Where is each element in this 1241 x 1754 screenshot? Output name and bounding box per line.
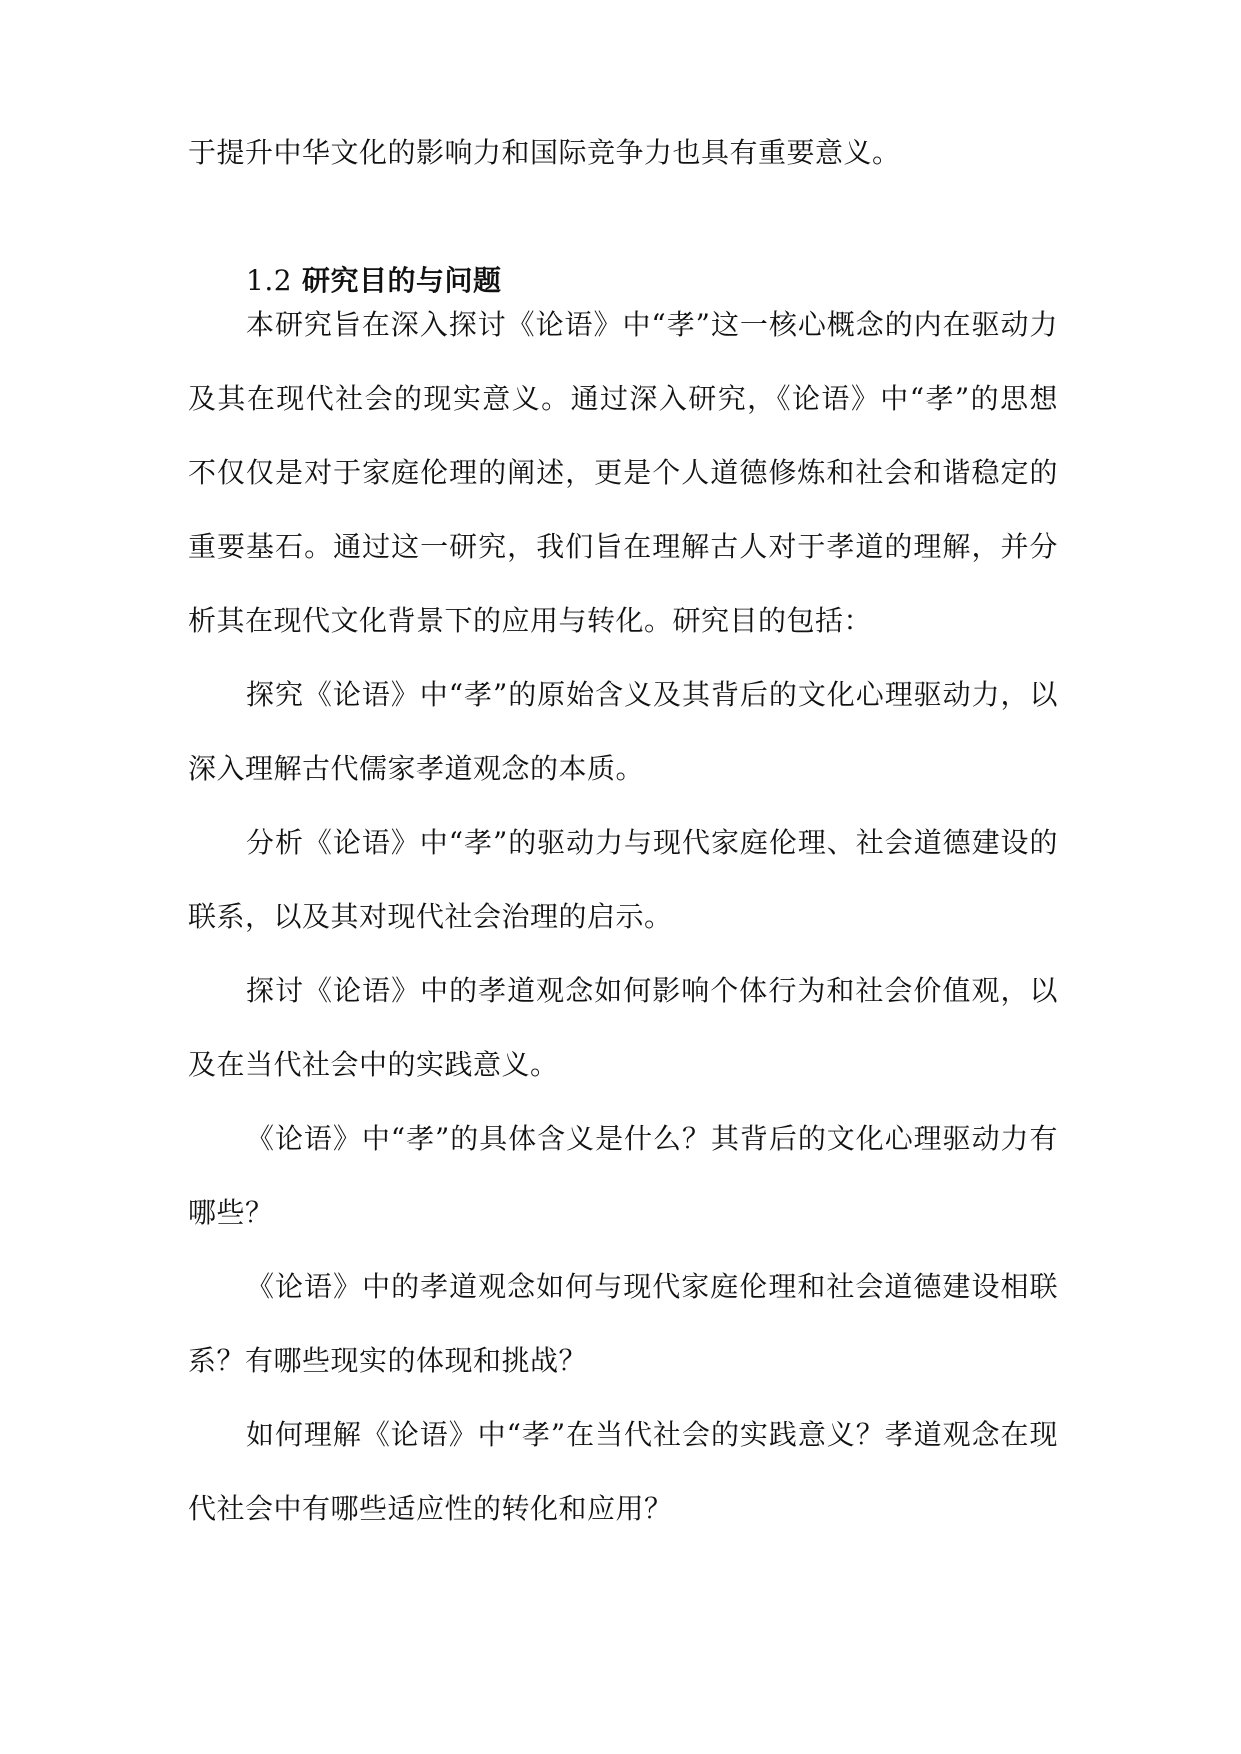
paragraph-intro: 本研究旨在深入探讨《论语》中“孝”这一核心概念的内在驱动力及其在现代社会的现实意义。通过深入研究，《论语》中“孝”的思想不仅仅是对于家庭伦理的阐述，更是个人道德修炼和社会和谐稳定的重要基石。通过这一研究，我们旨在理解古人对于孝道的理解，并分析其在现代文化背景下的应用与转化。研究目的包括： (188, 308, 1058, 637)
section-title: 研究目的与问题 (302, 264, 502, 297)
paragraph-question-1: 《论语》中“孝”的具体含义是什么？其背后的文化心理驱动力有哪些？ (188, 1122, 1058, 1229)
paragraph-question-3: 如何理解《论语》中“孝”在当代社会的实践意义？孝道观念在现代社会中有哪些适应性的转化和应用？ (188, 1418, 1058, 1525)
section-number: 1.2 (246, 264, 293, 297)
paragraph-continuation: 于提升中华文化的影响力和国际竞争力也具有重要意义。 (188, 136, 901, 169)
paragraph-objective-3: 探讨《论语》中的孝道观念如何影响个体行为和社会价值观，以及在当代社会中的实践意义。 (188, 974, 1058, 1081)
paragraph-objective-2: 分析《论语》中“孝”的驱动力与现代家庭伦理、社会道德建设的联系，以及其对现代社会治理的启示。 (188, 826, 1058, 933)
paragraph-question-2: 《论语》中的孝道观念如何与现代家庭伦理和社会道德建设相联系？有哪些现实的体现和挑战？ (188, 1270, 1058, 1377)
paragraph-objective-1: 探究《论语》中“孝”的原始含义及其背后的文化心理驱动力，以深入理解古代儒家孝道观念的本质。 (188, 678, 1058, 785)
